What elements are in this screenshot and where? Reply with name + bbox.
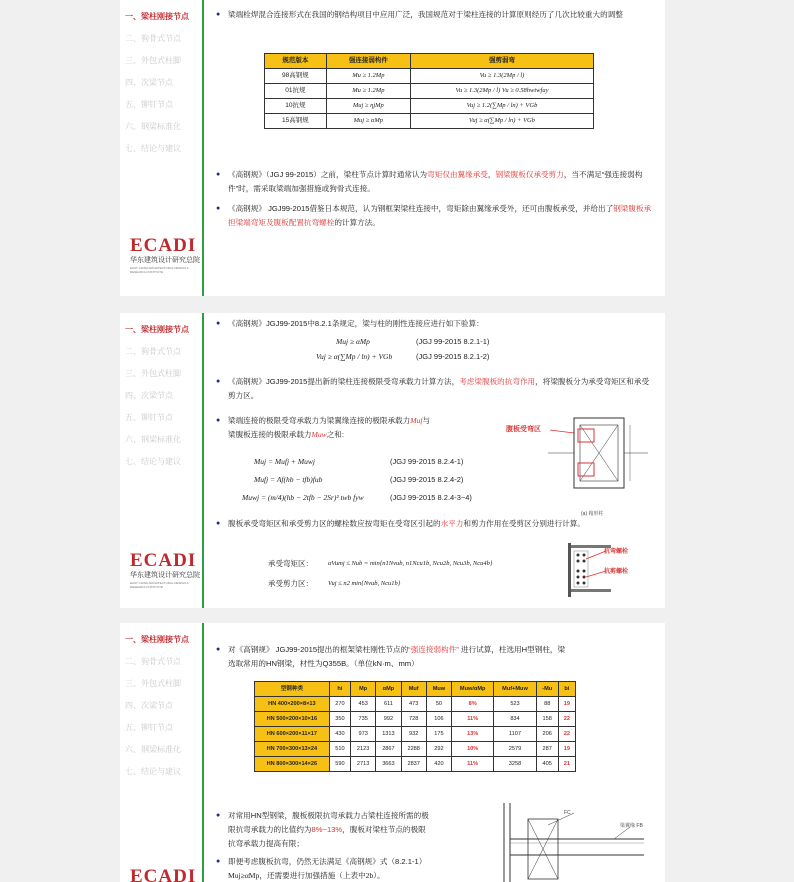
bullet-trial-calc: ● 对《高钢规》 JGJ99-2015提出的框架梁柱刚性节点的“强连接弱构件” 进行试算，柱选用H型钢柱，梁 选取常用的HN钢梁，材性为Q355B。（单位kN·m、mm）	[216, 643, 656, 671]
code-history-table	[264, 53, 594, 129]
nav-item-conclusion[interactable]: 七、结论与建议	[125, 144, 181, 153]
bending-bolt-label: 抗弯螺栓	[604, 549, 629, 555]
table-row: 15高钢规 Muj ≥ αMp Vuj ≥ α(∑Mp / ln) + VGb	[265, 114, 594, 129]
box-column-figure	[508, 413, 658, 503]
figure-label-fc: FC	[564, 810, 571, 816]
bullet-bolts: ● 腹板承受弯矩区和承受剪力区的螺栓数应按弯矩在受弯区引起的水平力和剪力作用在受剪区分别进行计算。	[216, 517, 656, 531]
shear-zone-formula: Vuj ≤ n2 min{Nvub, Ncu1b}	[328, 580, 401, 587]
bullet-reinforcement: ● 即便考虑腹板抗弯，仍然无法满足《高钢规》式（8.2.1-1） Muj≥αMp，还需要进行加强措施（上表中2b）。	[216, 855, 476, 882]
table-row: 98高钢规 Mu ≥ 1.2Mp Vu ≥ 1.3(2Mp / l)	[265, 69, 594, 84]
figure-caption: (a) 箱形柱	[581, 511, 604, 517]
slide-3	[120, 623, 665, 882]
formula-824-3: Muwj = (m/4)(hb − 2tfb − 2Sr)² twb fyw	[242, 493, 364, 502]
bullet-jgj99: ● 《高钢规》 JGJ99-2015借鉴日本规范，认为钢框架梁柱连接中，弯矩除由翼缘承受外，还可由腹板承受，并给出了钢梁腹板承担梁端弯矩及腹板配置抗弯螺栓的计算方法。	[216, 202, 656, 230]
table-header: 强连接弱构件	[326, 54, 410, 69]
intro-bullet: ● 梁端栓焊混合连接形式在我国的钢结构项目中应用广泛，我国规范对于梁柱连接的计算原则经历了几次比较重大的调整	[216, 8, 656, 22]
nav-item-conclusion[interactable]: 七、结论与建议	[125, 457, 181, 466]
nav-item-conclusion[interactable]: 七、结论与建议	[125, 767, 181, 776]
nav-item-encased-base[interactable]: 三、外包式柱脚	[125, 56, 181, 65]
nav-item-rivet[interactable]: 五、铆钉节点	[125, 723, 173, 732]
nav-item-secondary-beam[interactable]: 四、次梁节点	[125, 701, 173, 710]
nav-item-standardization[interactable]: 六、钢梁标准化	[125, 122, 181, 131]
hn-beam-table: 型钢种类 hi Mp αMp Muf Muw Muw/αMp Muf+Muw -Mu bi HN 400×200×8×13 270 453 611 473 50 8% 523 88 19 HN 500×200×10×16 350 735 992 728 106 11% 834 158 22 HN 600×200×11×17 430 973 1313 932 175 13% 1107 206 22 HN 700×300×13×24 510 2123 2867 2288 292 10% 2579 287 19 HN 800×300×14×26 590 2713 3663 2837 420 11% 3258 405 21	[254, 681, 576, 772]
nav-item-beam-column[interactable]: 一、梁柱刚接节点	[125, 12, 189, 21]
formula-824-2: Mufj = Af(hb − tfb)fub	[254, 475, 323, 484]
bullet-hn-ratio: ● 对常用HN型钢梁，腹板极限抗弯承载力占梁柱连接所需的极 限抗弯承载力的比值约为8%~13%，腹板对梁柱节点的极限 抗弯承载力提高有限；	[216, 809, 476, 851]
nav-item-standardization[interactable]: 六、钢梁标准化	[125, 745, 181, 754]
bullet-ultimate: ● 梁端连接的极限受弯承载力为梁翼缘连接的极限承载力Muf与 梁腹板连接的极限承载力Muw之和:	[216, 414, 496, 442]
sidebar	[120, 623, 202, 882]
table-row: 10抗规 Muj ≥ ηjMp Vuj ≥ 1.2(∑Mp / ln) + VGb	[265, 99, 594, 114]
nav-list	[120, 313, 202, 473]
figure-label-fb: 梁翼缘 FB	[620, 823, 643, 829]
sidebar	[120, 0, 202, 296]
table-row: HN 800×300×14×26 590 2713 3663 2837 420 11% 3258 405 21	[255, 757, 576, 772]
sidebar	[120, 313, 202, 608]
table-row: HN 500×200×10×16 350 735 992 728 106 11% 834 158 22	[255, 712, 576, 727]
bullet-new-method: ● 《高钢规》JGJ99-2015提出新的梁柱连接极限受弯承载力计算方法，考虑梁腹板的抗弯作用，将梁腹板分为承受弯矩区和承受剪力区。	[216, 375, 656, 403]
green-divider	[202, 623, 204, 882]
nav-item-encased-base[interactable]: 三、外包式柱脚	[125, 369, 181, 378]
nav-item-secondary-beam[interactable]: 四、次梁节点	[125, 78, 173, 87]
formula-ref: (JGJ 99-2015 8.2.1-2)	[416, 352, 490, 361]
slide-1	[120, 0, 665, 296]
nav-item-dogbone[interactable]: 二、狗骨式节点	[125, 34, 181, 43]
formula-ref: (JGJ 99-2015 8.2.1-1)	[416, 337, 490, 346]
formula-ref: (JGJ 99-2015 8.2.4-3~4)	[390, 493, 472, 502]
bending-zone-label: 承受弯矩区：	[268, 559, 313, 568]
web-bending-zone-label: 腹板受弯区	[506, 426, 541, 433]
nav-item-beam-column[interactable]: 一、梁柱刚接节点	[125, 635, 189, 644]
nav-list	[120, 0, 202, 160]
nav-item-secondary-beam[interactable]: 四、次梁节点	[125, 391, 173, 400]
nav-item-beam-column[interactable]: 一、梁柱刚接节点	[125, 325, 189, 334]
formula-ref: (JGJ 99-2015 8.2.4-1)	[390, 457, 464, 466]
nav-list	[120, 623, 202, 783]
bullet-pre-2015: ● 《高钢规》（JGJ 99-2015）之前，梁柱节点计算时通常认为弯矩仅由翼缘承受，钢梁腹板仅承受剪力，当不满足“强连接弱构件”时，需采取梁端加强措施或狗骨式连接。	[216, 168, 656, 196]
bullet-821: ● 《高钢规》JGJ99-2015中8.2.1条规定，梁与柱的刚性连接应进行如下验算：	[216, 317, 656, 331]
ecadi-logo: ECADI 华东建筑设计研究总院 EAST CHINA ARCHITECTURAL DESIGN & RESEARCH INSTITUTE	[130, 235, 200, 274]
shear-bolt-label: 抗剪螺栓	[604, 569, 629, 575]
table-row: HN 400×200×8×13 270 453 611 473 50 8% 523 88 19	[255, 697, 576, 712]
ecadi-logo: ECADI	[130, 866, 197, 882]
formula-ref: (JGJ 99-2015 8.2.4-2)	[390, 475, 464, 484]
green-divider	[202, 313, 204, 608]
ecadi-logo: ECADI 华东建筑设计研究总院 EAST CHINA ARCHITECTURAL DESIGN & RESEARCH INSTITUTE	[130, 550, 200, 589]
nav-item-dogbone[interactable]: 二、狗骨式节点	[125, 347, 181, 356]
formula-821-1: Muj ≥ αMp	[336, 337, 370, 346]
formula-824-1: Muj = Mufj + Muwj	[254, 457, 315, 466]
nav-item-standardization[interactable]: 六、钢梁标准化	[125, 435, 181, 444]
nav-item-dogbone[interactable]: 二、狗骨式节点	[125, 657, 181, 666]
green-divider	[202, 0, 204, 296]
table-header: 规范版本	[265, 54, 327, 69]
table-row: 01抗规 Mu ≥ 1.2Mp Vu ≥ 1.3(2Mp / l) Vu ≥ 0.58hwtwfay	[265, 84, 594, 99]
bending-zone-formula: αVumj ≤ Nub = min{n1Nvub, n1Ncu1b, Ncu2b, Ncu3b, Ncu4b}	[328, 560, 493, 567]
nav-item-encased-base[interactable]: 三、外包式柱脚	[125, 679, 181, 688]
formula-821-2: Vuj ≥ α(∑Mp / ln) + VGb	[316, 352, 393, 361]
beam-column-joint-figure	[494, 803, 654, 882]
table-row: HN 700×300×13×24 510 2123 2867 2288 292 10% 2579 287 19	[255, 742, 576, 757]
nav-item-rivet[interactable]: 五、铆钉节点	[125, 100, 173, 109]
shear-zone-label: 承受剪力区：	[268, 579, 313, 588]
table-header: 强剪弱弯	[410, 54, 593, 69]
nav-item-rivet[interactable]: 五、铆钉节点	[125, 413, 173, 422]
table-row: HN 600×200×11×17 430 973 1313 932 175 13% 1107 206 22	[255, 727, 576, 742]
slide-2	[120, 313, 665, 608]
